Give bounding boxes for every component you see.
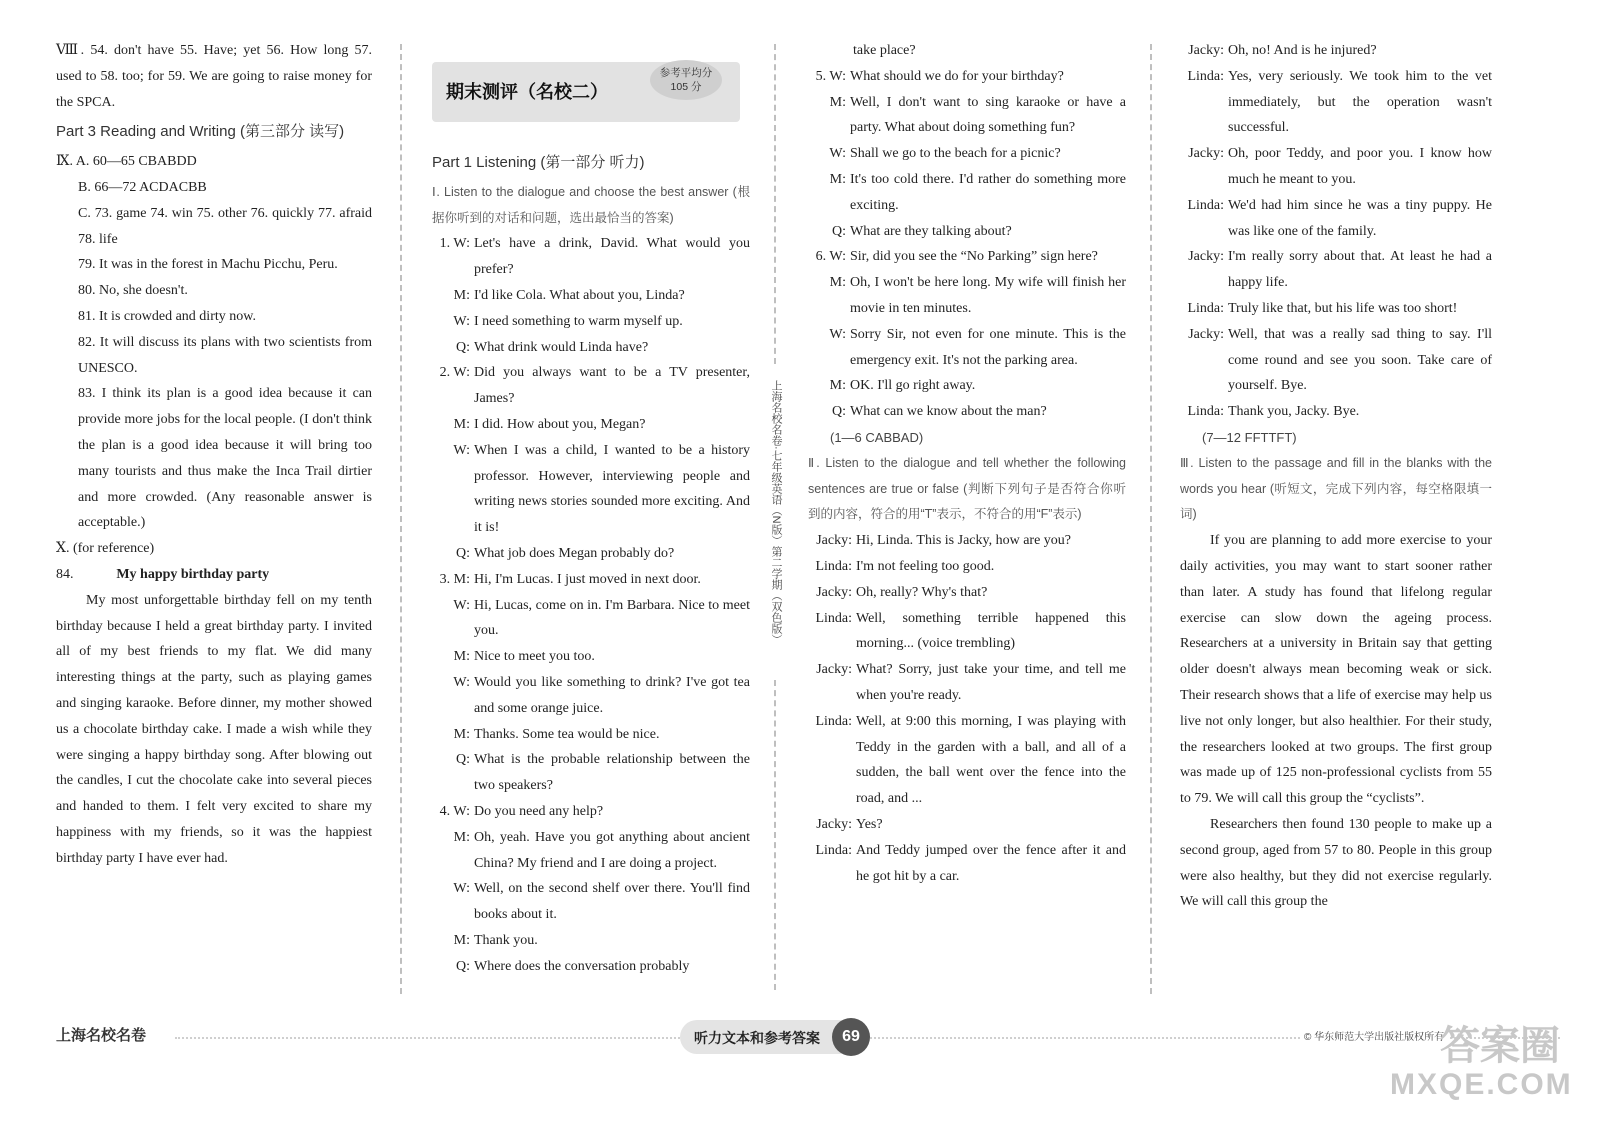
part3-heading: Part 3 Reading and Writing (第三部分 读写) xyxy=(56,123,345,141)
speaker-text: I'm not feeling too good. xyxy=(856,558,995,574)
column-divider-1 xyxy=(400,44,402,994)
speaker-text: What can we know about the man? xyxy=(850,404,1047,420)
speaker-tag: M: xyxy=(453,416,470,432)
script-line xyxy=(808,838,1126,890)
speaker-text: Thank you, Jacky. Bye. xyxy=(1228,404,1360,420)
script-line xyxy=(432,825,750,877)
speaker-text: Do you need any help? xyxy=(474,803,604,819)
speaker-tag: 3. M: xyxy=(439,571,470,587)
answers-7-12: (7—12 FFTTFT) xyxy=(1202,429,1297,445)
section-ix-a: Ⅸ. A. 60—65 CBABDD xyxy=(56,154,197,170)
script-line xyxy=(432,954,750,980)
section-x: Ⅹ. (for reference) xyxy=(56,541,155,557)
speaker-text: Well, that was a really sad thing to say. I'll come round and see you soon. Take care of yourself. Bye. xyxy=(1228,326,1492,394)
speaker-tag: Linda: xyxy=(1187,404,1224,420)
script-line xyxy=(432,799,750,825)
footer-copyright: © 华东师范大学出版社版权所有 xyxy=(1300,1028,1448,1043)
dialogue-part-2 xyxy=(1180,38,1492,425)
dialogue-part-1 xyxy=(808,528,1126,889)
speaker-tag: W: xyxy=(453,674,470,690)
speaker-text: Oh, really? Why's that? xyxy=(856,584,988,600)
script-line xyxy=(808,90,1126,142)
speaker-text: What is the probable relationship between the two speakers? xyxy=(474,752,750,794)
speaker-tag: W: xyxy=(453,881,470,897)
speaker-tag: Q: xyxy=(456,752,470,768)
script-line xyxy=(432,747,750,799)
speaker-text: I'm really sorry about that. At least he had a happy life. xyxy=(1228,249,1492,291)
speaker-tag: Jacky: xyxy=(1188,326,1224,342)
speaker-tag: Jacky: xyxy=(816,816,852,832)
speaker-text: Well, something terrible happened this morning... (voice trembling) xyxy=(856,610,1126,652)
script-line xyxy=(432,593,750,645)
speaker-tag: Linda: xyxy=(815,713,852,729)
watermark-top: 答案圈 xyxy=(1440,1024,1560,1068)
continued-line: take place? xyxy=(853,43,916,58)
column-2 xyxy=(432,146,750,980)
section-viii-answers: Ⅷ. 54. don't have 55. Have; yet 56. How long 57. used to 58. too; for 59. We are going to raise money for the SPCA. xyxy=(56,43,372,110)
speaker-text: What should we do for your birthday? xyxy=(850,68,1064,84)
speaker-tag: M: xyxy=(829,171,846,187)
essay-heading xyxy=(56,562,372,588)
speaker-text: Where does the conversation probably xyxy=(474,958,690,974)
script-line xyxy=(808,64,1126,90)
script-line xyxy=(1180,399,1492,425)
speaker-tag: Linda: xyxy=(815,842,852,858)
speaker-tag: M: xyxy=(453,649,470,665)
instruction-i: Ⅰ. Listen to the dialogue and choose the best answer (根据你听到的对话和问题，选出最恰当的答案) xyxy=(432,184,750,225)
column-3 xyxy=(808,38,1126,889)
script-line xyxy=(432,360,750,412)
instruction-ii: Ⅱ. Listen to the dialogue and tell whether the following sentences are true or false (判断下列句子是否符合你听到的内容，符合的用“T”表示，不符合的用“F”表示) xyxy=(808,455,1126,522)
speaker-tag: 5. W: xyxy=(815,68,846,84)
script-line xyxy=(432,412,750,438)
badge-label: 参考平均分 xyxy=(659,67,713,79)
section-ix-b: B. 66—72 ACDACBB xyxy=(78,179,207,195)
speaker-text: Hi, I'm Lucas. I just moved in next door. xyxy=(474,571,701,587)
script-line xyxy=(808,244,1126,270)
passage-para-2: Researchers then found 130 people to make up a second group, aged from 57 to 80. People in this group were also healthy, but they did not exercise regularly. We will call this group the xyxy=(1180,816,1492,910)
footer-series-title: 上海名校名卷 xyxy=(56,1027,147,1044)
script-line xyxy=(432,231,750,283)
speaker-text: Let's have a drink, David. What would you prefer? xyxy=(474,236,750,278)
speaker-tag: W: xyxy=(829,326,846,342)
speaker-text: Well, I don't want to sing karaoke or have a party. What about doing something fun? xyxy=(850,94,1126,136)
script-line xyxy=(808,167,1126,219)
speaker-tag: W: xyxy=(453,313,470,329)
speaker-text: What drink would Linda have? xyxy=(474,339,649,355)
speaker-tag: W: xyxy=(453,597,470,613)
watermark-bottom: MXQE.COM xyxy=(1390,1068,1573,1101)
script-line xyxy=(432,928,750,954)
script-line xyxy=(432,438,750,541)
page-number: 69 xyxy=(832,1018,870,1056)
speaker-tag: M: xyxy=(453,829,470,845)
speaker-text: And Teddy jumped over the fence after it and he got hit by a car. xyxy=(856,842,1126,884)
script-line xyxy=(1180,64,1492,141)
script-line xyxy=(432,644,750,670)
script-line xyxy=(808,399,1126,425)
exam-banner xyxy=(432,62,740,122)
script-line xyxy=(808,528,1126,554)
script-line xyxy=(808,373,1126,399)
listening-script-1 xyxy=(432,231,750,979)
script-line xyxy=(808,812,1126,838)
speaker-tag: Linda: xyxy=(815,558,852,574)
footer-section-label: 听力文本和参考答案 xyxy=(694,1030,820,1046)
script-line xyxy=(432,722,750,748)
speaker-tag: M: xyxy=(829,275,846,291)
script-line xyxy=(808,270,1126,322)
speaker-text: Shall we go to the beach for a picnic? xyxy=(850,146,1061,162)
speaker-tag: Q: xyxy=(456,545,470,561)
speaker-tag: 1. W: xyxy=(439,236,470,252)
speaker-text: Sorry Sir, not even for one minute. This is the emergency exit. It's not the parking area. xyxy=(850,326,1126,368)
speaker-tag: Q: xyxy=(456,958,470,974)
speaker-text: We'd had him since he was a tiny puppy. He was like one of the family. xyxy=(1228,197,1492,239)
speaker-text: Well, on the second shelf over there. You'll find books about it. xyxy=(474,881,750,923)
speaker-tag: M: xyxy=(453,287,470,303)
script-line xyxy=(1180,244,1492,296)
essay-body: My most unforgettable birthday fell on my tenth birthday because I held a great birthday party. I invited all of my best friends to my flat. We did many interesting things at the party, such as playing games and singing karaoke. Before dinner, my mother showed us a chocolate birthday cake. I made a wish while they were singing a happy birthday song. After blowing out the candles, I cut the chocolate cake into several pieces and handed to them. I felt very excited to share my happiness with my friends, so it was the happiest birthday party I have ever had. xyxy=(56,592,372,866)
column-4 xyxy=(1180,38,1492,915)
speaker-text: Did you always want to be a TV presenter, James? xyxy=(474,365,750,407)
speaker-tag: Linda: xyxy=(1187,68,1224,84)
average-score-badge xyxy=(650,60,722,100)
speaker-tag: M: xyxy=(453,726,470,742)
speaker-text: It's too cold there. I'd rather do something more exciting. xyxy=(850,171,1126,213)
speaker-text: What? Sorry, just take your time, and tell me when you're ready. xyxy=(856,662,1126,703)
section-ix-c: C. 73. game 74. win 75. other 76. quickly 77. afraid 78. life xyxy=(78,205,372,247)
speaker-text: Thank you. xyxy=(474,932,538,948)
script-line xyxy=(808,657,1126,709)
speaker-tag: Jacky: xyxy=(1188,249,1224,265)
essay-title: My happy birthday party xyxy=(116,566,270,582)
speaker-text: Truly like that, but his life was too short! xyxy=(1228,300,1458,316)
script-line xyxy=(432,541,750,567)
page-footer xyxy=(0,1016,1600,1066)
answer-79: 79. It was in the forest in Machu Picchu, Peru. xyxy=(78,257,338,273)
speaker-text: OK. I'll go right away. xyxy=(850,378,976,394)
script-line xyxy=(808,554,1126,580)
answer-83: 83. I think its plan is a good idea because it can provide more jobs for the local people. (I don't think the plan is a good idea because it will bring too many tourists and thus make the Inca Trail dirtier and more crowded. (Any reasonable answer is acceptable.) xyxy=(78,386,372,531)
exam-title: 期末测评（名校二） xyxy=(446,82,608,102)
listening-script-2 xyxy=(808,64,1126,425)
essay-number: 84. xyxy=(56,566,74,582)
speaker-tag: W: xyxy=(453,442,470,458)
script-line xyxy=(432,283,750,309)
script-line xyxy=(808,606,1126,658)
script-line xyxy=(808,141,1126,167)
answer-81: 81. It is crowded and dirty now. xyxy=(78,308,256,324)
speaker-text: What job does Megan probably do? xyxy=(474,545,675,561)
script-line xyxy=(1180,38,1492,64)
speaker-text: I did. How about you, Megan? xyxy=(474,416,646,432)
speaker-tag: M: xyxy=(829,378,846,394)
script-line xyxy=(1180,141,1492,193)
script-line xyxy=(432,335,750,361)
column-1 xyxy=(56,38,372,872)
script-line xyxy=(808,219,1126,245)
column-divider-2b xyxy=(774,680,776,990)
badge-score: 105 分 xyxy=(670,81,702,93)
script-line xyxy=(808,709,1126,812)
column-divider-2a xyxy=(774,44,776,364)
speaker-text: I need something to warm myself up. xyxy=(474,313,683,329)
speaker-tag: Jacky: xyxy=(816,533,852,549)
speaker-text: Sir, did you see the “No Parking” sign here? xyxy=(850,249,1098,265)
speaker-text: Oh, yeah. Have you got anything about ancient China? My friend and I are doing a project. xyxy=(474,829,750,871)
speaker-text: Would you like something to drink? I've got tea and some orange juice. xyxy=(474,674,750,716)
speaker-text: Hi, Lucas, come on in. I'm Barbara. Nice to meet you. xyxy=(474,597,750,639)
script-line xyxy=(432,876,750,928)
answer-82: 82. It will discuss its plans with two scientists from UNESCO. xyxy=(78,334,372,376)
answer-80: 80. No, she doesn't. xyxy=(78,283,188,299)
script-line xyxy=(1180,322,1492,399)
speaker-text: Oh, poor Teddy, and poor you. I know how much he meant to you. xyxy=(1228,146,1492,187)
script-line xyxy=(808,580,1126,606)
speaker-tag: 4. W: xyxy=(439,803,470,819)
side-book-title: 上海名校名卷·七年级英语（N版）第二学期（双色版） xyxy=(770,380,782,645)
script-line xyxy=(432,309,750,335)
script-line xyxy=(432,670,750,722)
speaker-text: Oh, no! And is he injured? xyxy=(1228,43,1377,58)
script-line xyxy=(1180,193,1492,245)
instruction-iii: Ⅲ. Listen to the passage and fill in the blanks with the words you hear (听短文，完成下列内容，每空格限填一词) xyxy=(1180,455,1492,522)
speaker-tag: M: xyxy=(829,94,846,110)
speaker-tag: Jacky: xyxy=(1188,43,1224,58)
speaker-tag: W: xyxy=(829,146,846,162)
speaker-tag: Linda: xyxy=(1187,300,1224,316)
speaker-tag: Jacky: xyxy=(816,584,852,600)
speaker-text: Nice to meet you too. xyxy=(474,649,595,665)
speaker-text: When I was a child, I wanted to be a history professor. However, interviewing people and writing news stories sounded more exciting. And it is! xyxy=(474,442,750,536)
speaker-text: What are they talking about? xyxy=(850,223,1012,239)
part1-heading: Part 1 Listening (第一部分 听力) xyxy=(432,154,645,171)
speaker-tag: Q: xyxy=(832,404,846,420)
speaker-tag: 2. W: xyxy=(439,365,470,381)
column-divider-3 xyxy=(1150,44,1152,994)
speaker-text: Hi, Linda. This is Jacky, how are you? xyxy=(856,533,1072,549)
speaker-text: I'd like Cola. What about you, Linda? xyxy=(474,287,685,303)
speaker-tag: 6. W: xyxy=(815,249,846,265)
speaker-tag: Linda: xyxy=(1187,197,1224,213)
speaker-tag: Linda: xyxy=(815,610,852,626)
speaker-text: Well, at 9:00 this morning, I was playing with Teddy in the garden with a ball, and all of a sudden, the ball went over the fence into the road, and ... xyxy=(856,713,1126,807)
speaker-tag: M: xyxy=(453,932,470,948)
answers-1-6: (1—6 CABBAD) xyxy=(830,429,924,445)
script-line xyxy=(808,322,1126,374)
script-line xyxy=(1180,296,1492,322)
speaker-tag: Jacky: xyxy=(1188,146,1224,162)
passage-para-1: If you are planning to add more exercise to your daily activities, you may want to start sooner rather than later. A study has found that lifelong regular exercise can slow down the ageing process. Researchers at a university in Britain say that getting older doesn't always mean becoming weak or sick. Their research shows that a life of exercise may help us live not only longer, but also healthier. For their study, the researchers looked at two groups. The first group was made up of 125 non-professional cyclists from 55 to 79. We will call this group the “cyclists”. xyxy=(1180,533,1492,807)
speaker-text: Oh, I won't be here long. My wife will finish her movie in ten minutes. xyxy=(850,275,1126,316)
speaker-tag: Q: xyxy=(832,223,846,239)
script-line xyxy=(432,567,750,593)
speaker-tag: Jacky: xyxy=(816,662,852,678)
speaker-tag: Q: xyxy=(456,339,470,355)
speaker-text: Thanks. Some tea would be nice. xyxy=(474,726,660,742)
speaker-text: Yes, very seriously. We took him to the vet immediately, but the operation wasn't successful. xyxy=(1228,68,1492,136)
speaker-text: Yes? xyxy=(856,816,883,832)
